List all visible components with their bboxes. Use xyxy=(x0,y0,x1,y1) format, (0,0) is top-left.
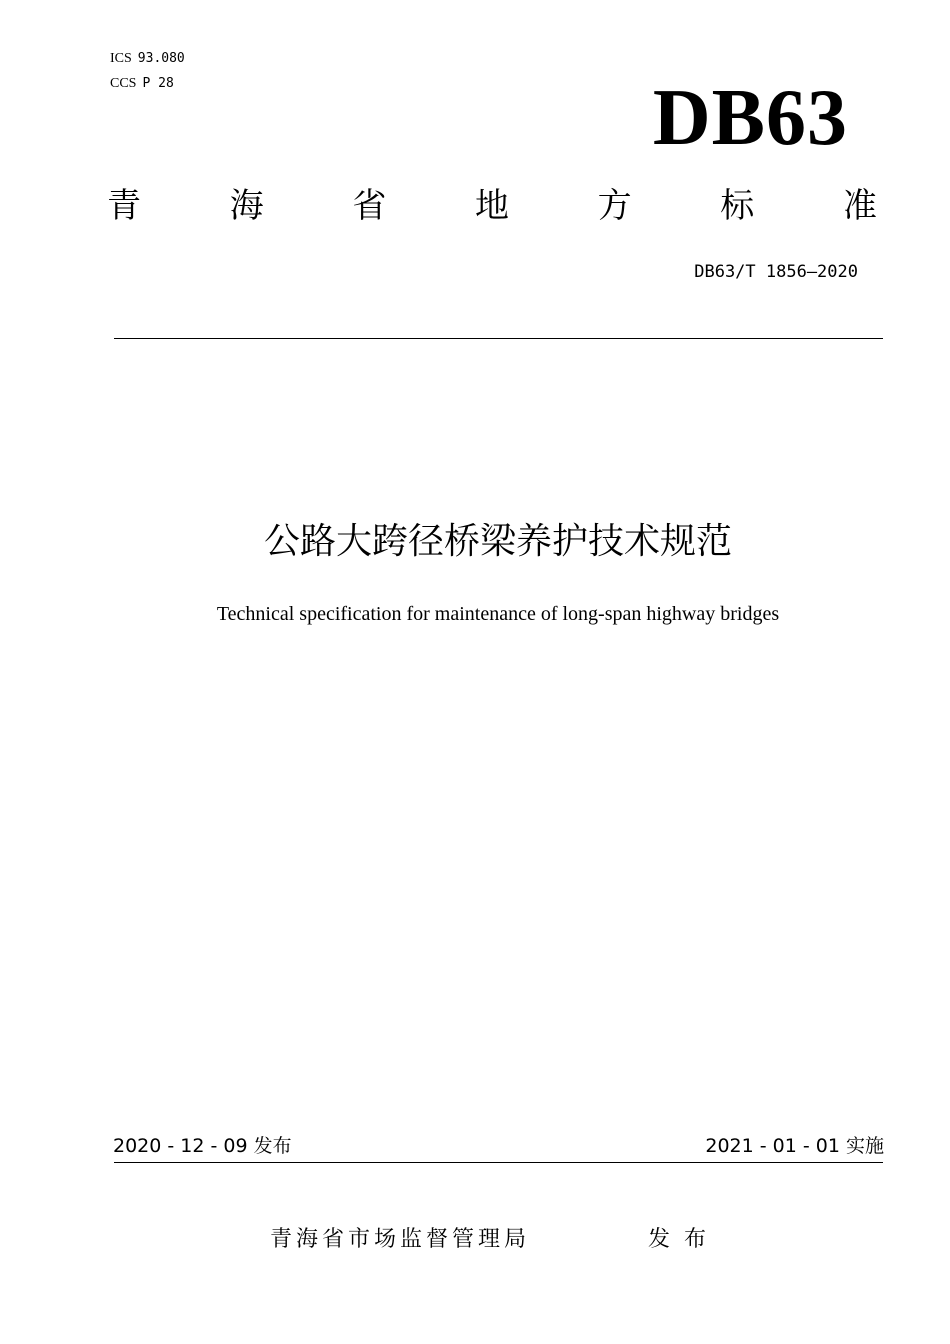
standard-type-char: 地 xyxy=(474,186,509,226)
ics-value: 93.080 xyxy=(137,51,185,66)
bottom-divider xyxy=(114,1162,883,1163)
issue-date: 2020 - 12 - 09 发布 xyxy=(113,1135,292,1157)
ccs-value: P 28 xyxy=(142,76,174,91)
classification-codes xyxy=(110,46,185,96)
db-logo: DB63 xyxy=(652,74,848,162)
publisher-name: 青海省市场监督管理局 xyxy=(270,1227,531,1252)
standard-type-char: 标 xyxy=(720,186,755,226)
standard-type-char: 准 xyxy=(842,186,877,226)
document-title-zh: 公路大跨径桥梁养护技术规范 xyxy=(263,521,732,562)
ccs-line xyxy=(110,71,185,96)
ics-line xyxy=(110,46,185,71)
standard-type-char: 海 xyxy=(229,186,264,226)
standard-type-heading xyxy=(104,184,880,228)
ccs-label: CCS xyxy=(110,76,137,91)
document-title-en: Technical specification for maintenance of long-span highway bridges xyxy=(216,603,780,625)
publish-label: 发布 xyxy=(648,1227,721,1252)
standard-number: DB63/T 1856—2020 xyxy=(694,262,858,282)
ics-label: ICS xyxy=(110,51,132,66)
top-divider xyxy=(114,338,883,339)
standard-type-char: 青 xyxy=(107,186,141,226)
standard-type-char: 省 xyxy=(352,186,387,226)
implementation-date: 2021 - 01 - 01 实施 xyxy=(705,1135,884,1157)
standard-type-char: 方 xyxy=(597,186,632,226)
